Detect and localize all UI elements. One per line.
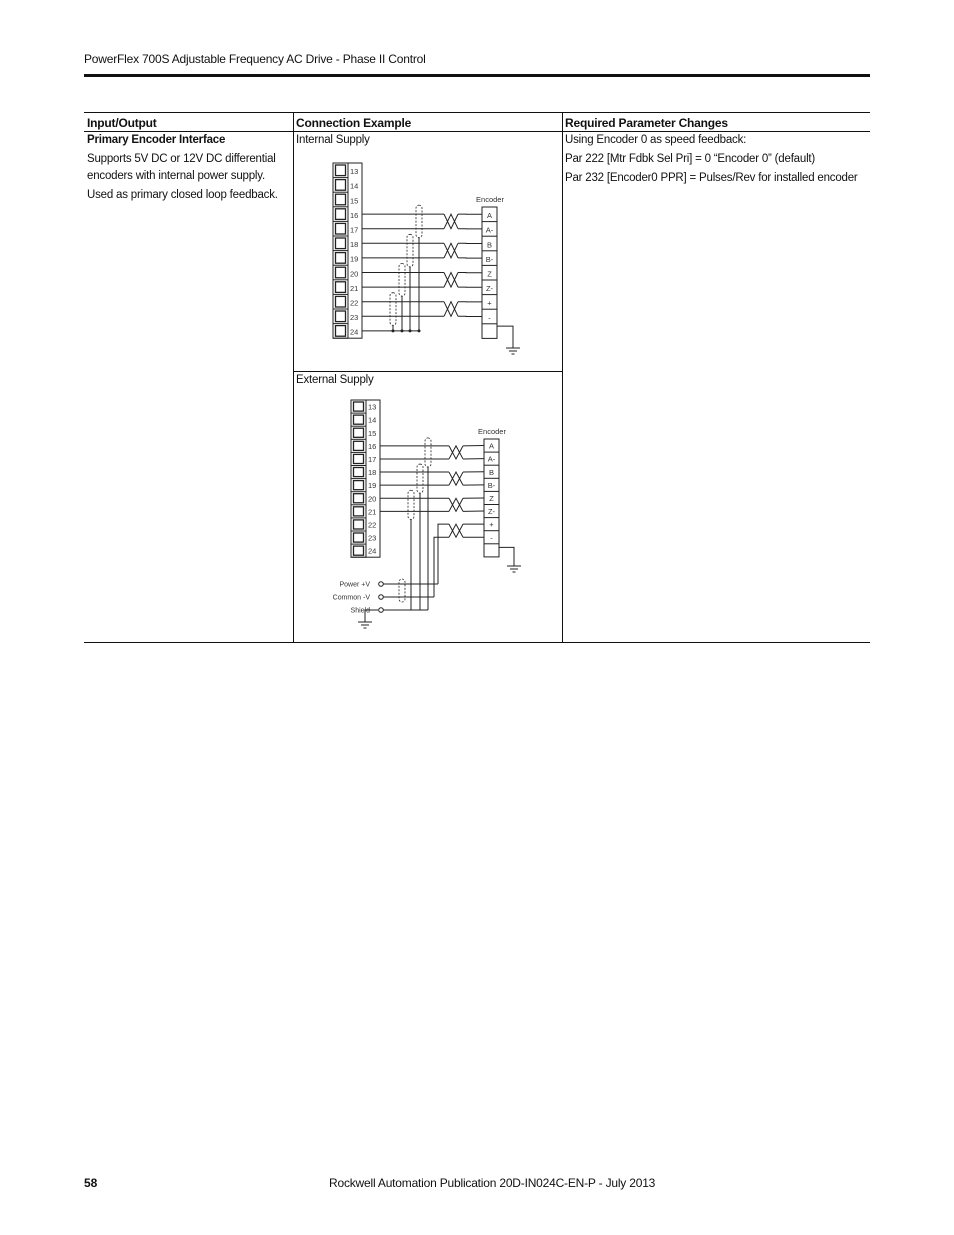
terminal-label: 23 <box>368 533 377 543</box>
encoder-pin-label: B- <box>487 480 496 490</box>
header-rule <box>84 74 870 77</box>
supply-label: Shield <box>350 607 370 615</box>
encoder-pin-label: A- <box>487 454 496 464</box>
supply-label: Common -V <box>332 594 370 602</box>
encoder-pin-label: Z <box>487 269 492 279</box>
terminal-label: 16 <box>350 210 359 220</box>
terminal-label: 21 <box>350 283 359 293</box>
param-line-2: Par 222 [Mtr Fdbk Sel Pri] = 0 “Encoder 0” (default) <box>565 153 816 165</box>
publication-info: Rockwell Automation Publication 20D-IN024C-EN-P - July 2013 <box>329 1176 656 1190</box>
params-cell <box>565 132 865 189</box>
terminal-label: 16 <box>368 441 377 451</box>
terminal-label: 19 <box>350 254 359 264</box>
terminal-label: 14 <box>350 181 359 191</box>
terminal-label: 22 <box>368 520 377 530</box>
terminal-label: 24 <box>368 546 377 556</box>
terminal-label: 14 <box>368 415 377 425</box>
param-line-1: Using Encoder 0 as speed feedback: <box>565 134 747 146</box>
internal-supply-label: Internal Supply <box>296 134 370 146</box>
terminal-label: 21 <box>368 507 377 517</box>
encoder-pin-label: A- <box>485 225 494 235</box>
terminal-label: 13 <box>368 402 377 412</box>
io-cell <box>87 132 291 206</box>
encoder-pin-label: B <box>486 240 493 250</box>
terminal-label: 20 <box>368 494 377 504</box>
col-divider-1 <box>293 113 294 642</box>
param-line-3: Par 232 [Encoder0 PPR] = Pulses/Rev for installed encoder <box>565 172 858 184</box>
external-supply-label: External Supply <box>296 374 374 386</box>
terminal-label: 23 <box>350 313 359 323</box>
wiring-table <box>84 112 870 643</box>
page-number: 58 <box>84 1176 98 1190</box>
terminal-label: 15 <box>350 196 359 206</box>
terminal-label: 17 <box>368 455 377 464</box>
encoder-pin-label: A <box>488 441 495 451</box>
col-header-params: Required Parameter Changes <box>565 116 728 130</box>
terminal-label: 22 <box>350 298 359 308</box>
terminal-label: 20 <box>350 269 359 279</box>
header-title: PowerFlex 700S Adjustable Frequency AC Drive - Phase II Control <box>84 52 426 66</box>
terminal-label: 18 <box>368 468 377 478</box>
terminal-label: 18 <box>350 240 359 250</box>
encoder-pin-label: - <box>488 313 491 323</box>
col-header-io: Input/Output <box>87 116 157 130</box>
supply-label: Power +V <box>339 581 370 589</box>
encoder-pin-label: - <box>490 533 493 543</box>
terminal-label: 24 <box>350 327 359 337</box>
encoder-pin-label: Z- <box>485 284 494 294</box>
encoder-label: Encoder <box>476 195 504 204</box>
encoder-pin-label: Z- <box>487 507 496 517</box>
terminal-label: 19 <box>368 481 377 491</box>
io-desc-1: Supports 5V DC or 12V DC differential encoders with internal power supply. <box>87 153 276 182</box>
table-header-row <box>84 113 870 132</box>
terminal-label: 17 <box>350 225 359 235</box>
encoder-pin-label: B- <box>485 254 494 264</box>
io-title: Primary Encoder Interface <box>87 134 226 146</box>
col-divider-2 <box>562 113 563 642</box>
terminal-label: 15 <box>368 428 377 438</box>
col-header-connection: Connection Example <box>296 116 412 130</box>
encoder-label: Encoder <box>478 427 506 436</box>
io-desc-2: Used as primary closed loop feedback. <box>87 189 278 201</box>
encoder-pin-label: + <box>489 520 494 530</box>
encoder-pin-label: Z <box>489 494 494 503</box>
encoder-pin-label: A <box>486 211 493 221</box>
encoder-pin-label: + <box>487 298 492 308</box>
encoder-pin-label: B <box>488 467 495 477</box>
terminal-label: 13 <box>350 167 359 177</box>
